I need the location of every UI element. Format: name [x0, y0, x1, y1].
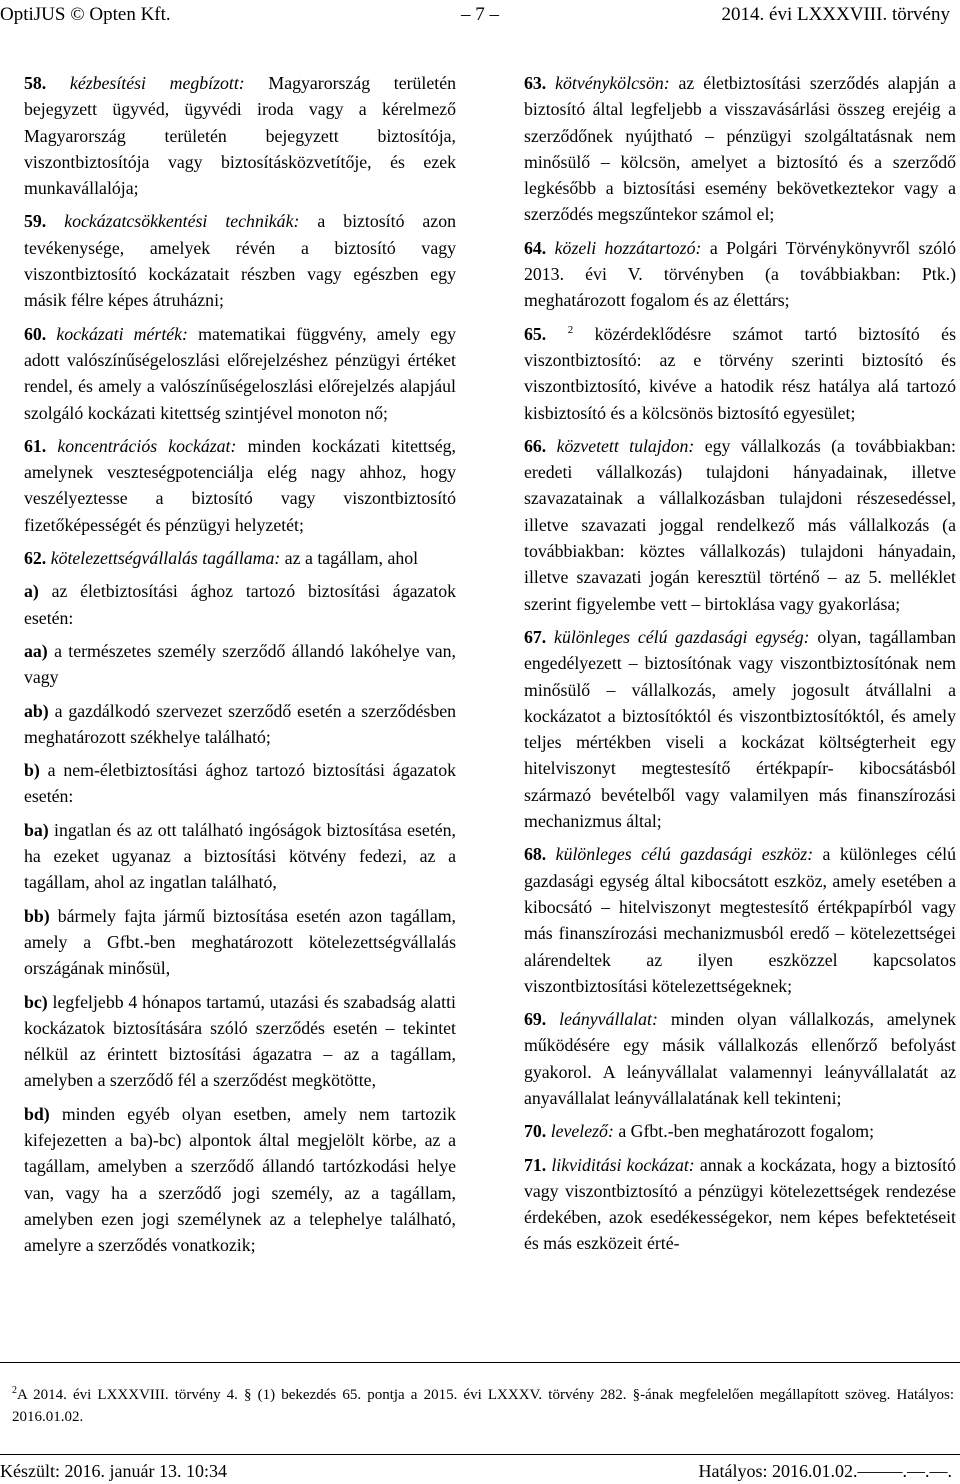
item-number: bd)	[24, 1103, 50, 1124]
definition-text: egy vállalkozás (a továbbiakban: eredeti vállalkozás) tulajdoni hányadainak, illetve szavazatainak a vállalkozásban tulajdoni részesedéssel, illetve szavazati joggal rendelkező más vállalkozás (a továbbiakban: köztes vállalkozás) tulajdoni hányadain, illetve szavazati jogán keresztül történő – az 5. melléklet szerint figyelembe vett – birtoklása vagy gyakorlása;	[524, 435, 956, 614]
item-number: 66.	[524, 435, 547, 456]
item-number: 62.	[24, 548, 47, 569]
definition-item	[524, 1006, 956, 1111]
defined-term: különleges célú gazdasági eszköz:	[555, 844, 814, 865]
right-column	[524, 70, 956, 1264]
item-number: 60.	[24, 323, 47, 344]
defined-term: likviditási kockázat:	[551, 1154, 695, 1175]
definition-item	[24, 1101, 456, 1259]
definition-text: Magyarország területén bejegyzett ügyvéd, ügyvédi iroda vagy a kérelmező Magyarország területén bejegyzett biztosítója, viszontbiztosítója vagy biztosításközvetítője, és ezek munkavállalója;	[24, 73, 456, 199]
definition-text: bármely fajta jármű biztosítása esetén azon tagállam, amely a Gfbt.-ben meghatározott kötelezettségvállalás országának minősül,	[24, 905, 456, 979]
definition-text: a Gfbt.-ben meghatározott fogalom;	[613, 1121, 875, 1142]
definition-text: a természetes személy szerződő állandó lakóhelye van, vagy	[24, 640, 456, 688]
definition-item	[24, 638, 456, 691]
footnote-reference[interactable]: 2	[567, 323, 574, 336]
definition-text: ingatlan és az ott található ingóságok biztosítása esetén, ha ezeket ugyanaz a biztosítási kötvény fedezi, az a tagállam, ahol az ingatlan található,	[24, 819, 456, 893]
definition-text: az életbiztosítási szerződés alapján a biztosító által legfeljebb a visszavásárlási összeg erejéig a szerződőnek nyújtható – pénzügyi szolgáltatásnak nem minősülő – kölcsön, amelyet a biztosító és a szerződő legkésőbb a biztosítási esemény bekövetkeztekor vagy a szerződés megszűntekor számol el;	[524, 73, 956, 225]
item-number: b)	[24, 760, 40, 781]
defined-term: közvetett tulajdon:	[556, 435, 695, 456]
footnote-text: A 2014. évi LXXXVIII. törvény 4. § (1) bekezdés 65. pontja a 2015. évi LXXXV. törvény 282. §-ának megfelelően megállapított szöveg. Hatályos: 2016.01.02.	[12, 1387, 954, 1425]
definition-item	[24, 321, 456, 426]
definition-item	[24, 757, 456, 810]
definition-item	[24, 433, 456, 538]
item-number: a)	[24, 581, 39, 602]
defined-term: kockázati mérték:	[56, 323, 188, 344]
item-number: bc)	[24, 991, 48, 1012]
defined-term: levelező:	[550, 1121, 614, 1142]
definition-item	[24, 698, 456, 751]
footer-created: Készült: 2016. január 13. 10:34	[0, 1461, 227, 1481]
defined-term: közeli hozzátartozó:	[554, 237, 702, 258]
item-number: 67.	[524, 626, 547, 647]
definition-item	[524, 321, 956, 426]
definition-text: közérdeklődésre számot tartó biztosító és viszontbiztosító: az e törvény szerinti biztosító és viszontbiztosító, kivéve a hatodik rész hatálya alá tartozó kisbiztosító és a kölcsönös biztosító egyesület;	[524, 323, 956, 423]
item-number: 64.	[524, 237, 547, 258]
definition-item	[524, 841, 956, 999]
definition-text: a Polgári Törvénykönyvről szóló 2013. évi V. törvényben (a továbbiakban: Ptk.) meghatározott fogalom és az élettárs;	[524, 237, 956, 311]
defined-term: koncentrációs kockázat:	[57, 435, 237, 456]
definition-text: az életbiztosítási ághoz tartozó biztosítási ágazatok esetén:	[24, 581, 456, 628]
defined-term: kötelezettségvállalás tagállama:	[50, 548, 281, 569]
definition-text: a biztosító azon tevékenysége, amelyek révén a biztosító vagy viszontbiztosító kockázatait részben vagy egészben egy másik félre képes átruházni;	[24, 211, 456, 311]
definition-item	[524, 1152, 956, 1257]
definition-item	[524, 1118, 956, 1144]
definition-text: minden kockázati kitettség, amelynek veszteségpotenciálja elég nagy ahhoz, hogy veszélyeztesse a biztosító vagy viszontbiztosító fizetőképességét és pénzügyi helyzetét;	[24, 435, 457, 535]
header-law-title: 2014. évi LXXXVIII. törvény	[721, 4, 950, 25]
definition-item	[24, 817, 456, 896]
definition-text: a nem-életbiztosítási ághoz tartozó biztosítási ágazatok esetén:	[24, 760, 456, 807]
definition-item	[524, 624, 956, 834]
definition-text: minden olyan vállalkozás, amelynek működésére egy másik vállalkozás ellenőrző befolyást gyakorol. A leányvállalat valamennyi leányvállalatát az anyavállalat leányvállalatának kell tekinteni;	[524, 1009, 956, 1108]
definition-item	[24, 903, 456, 982]
definition-text: olyan, tagállamban engedélyezett – biztosítónak vagy viszontbiztosítónak nem minősülő – vállalkozás, amely jogosult átvállalni a kockázatot a biztosítóktól és viszontbiztosítóktól, és amely teljes mértékben viseli a kockázat költségterheit egy hitelviszonyt megtestesítő értékpapír- kibocsátásból származó bevételből vagy valamilyen más finanszírozási mechanizmus által;	[524, 626, 956, 832]
item-number: 58.	[24, 73, 47, 93]
definition-item	[524, 433, 956, 617]
definition-item	[24, 578, 456, 631]
footnote-divider	[0, 1362, 960, 1363]
definition-text: matematikai függvény, amely egy adott valószínűségeloszlási előrejelzéshez pénzügyi értéket rendel, és amely a valószínűségeloszlási előrejelzés alapjául szolgáló kockázati kitettség szintjével monoton nő;	[24, 323, 456, 423]
defined-term: kézbesítési megbízott:	[69, 73, 245, 93]
definition-text: az a tagállam, ahol	[280, 548, 419, 569]
definition-item	[24, 545, 456, 571]
defined-term: leányvállalat:	[559, 1009, 658, 1030]
definition-text: minden egyéb olyan esetben, amely nem tartozik kifejezetten a ba)-bc) alpontok által megjelölt körbe, az a tagállam, amelyben a szerződő állandó tartózkodási helye van, vagy ha a szerződő jogi személy, az a tagállam, amelyben ezen jogi személynek az a telephelye található, amelyre a szerződés vonatkozik;	[24, 1103, 456, 1256]
item-number: 59.	[24, 211, 47, 232]
definition-text: legfeljebb 4 hónapos tartamú, utazási és szabadság alatti kockázatok biztosítására szóló szerződés esetén – tekintet nélkül az érintett biztosítási ágazatra – az a tagállam, amelyben a szerződő fél a szerződést megkötötte,	[24, 991, 456, 1091]
footnote	[12, 1384, 954, 1428]
defined-term: különleges célú gazdasági egység:	[554, 626, 810, 647]
item-number: 68.	[524, 844, 547, 865]
item-number: bb)	[24, 905, 50, 926]
footnote-marker: 2	[12, 1385, 17, 1396]
definition-item	[524, 235, 956, 314]
item-number: 71.	[524, 1154, 547, 1175]
header-publisher: OptiJUS © Opten Kft.	[0, 4, 171, 25]
footer-divider	[0, 1454, 960, 1455]
defined-term: kockázatcsökkentési technikák:	[64, 211, 300, 232]
item-number: 65.	[524, 323, 547, 344]
defined-term: kötvénykölcsön:	[555, 73, 670, 93]
item-number: 70.	[524, 1121, 547, 1142]
definition-text: a gazdálkodó szervezet szerződő esetén a szerződésben meghatározott székhelye található;	[24, 700, 456, 747]
page-header	[0, 0, 960, 30]
item-number: 69.	[524, 1009, 547, 1030]
item-number: 63.	[524, 73, 547, 93]
item-number: 61.	[24, 435, 47, 456]
footer-effective: Hatályos: 2016.01.02.–––––.––.––.	[698, 1461, 952, 1481]
item-number: ab)	[24, 700, 49, 721]
definition-item	[24, 208, 456, 313]
definition-item	[24, 70, 456, 201]
definition-text: annak a kockázata, hogy a biztosító vagy viszontbiztosító a pénzügyi kötelezettségek rendezése érdekében, azok esedékességekor, nem képes befektetéseit és más eszközeit érté-	[524, 1154, 956, 1254]
item-number: ba)	[24, 819, 49, 840]
left-column	[24, 70, 456, 1265]
definition-text: a különleges célú gazdasági egység által kibocsátott eszköz, amely esetében a kibocsátó – hitelviszonyt megtestesítő értékpapírból vagy más finanszírozási mechanizmusból eredő – kötelezettségei alárendeltek az ilyen eszközzel kapcsolatos viszontbiztosítási kötelezettségeknek;	[524, 844, 956, 996]
item-number: aa)	[24, 640, 48, 661]
definition-item	[524, 70, 956, 228]
definition-item	[24, 989, 456, 1094]
header-page-number: – 7 –	[461, 4, 499, 25]
